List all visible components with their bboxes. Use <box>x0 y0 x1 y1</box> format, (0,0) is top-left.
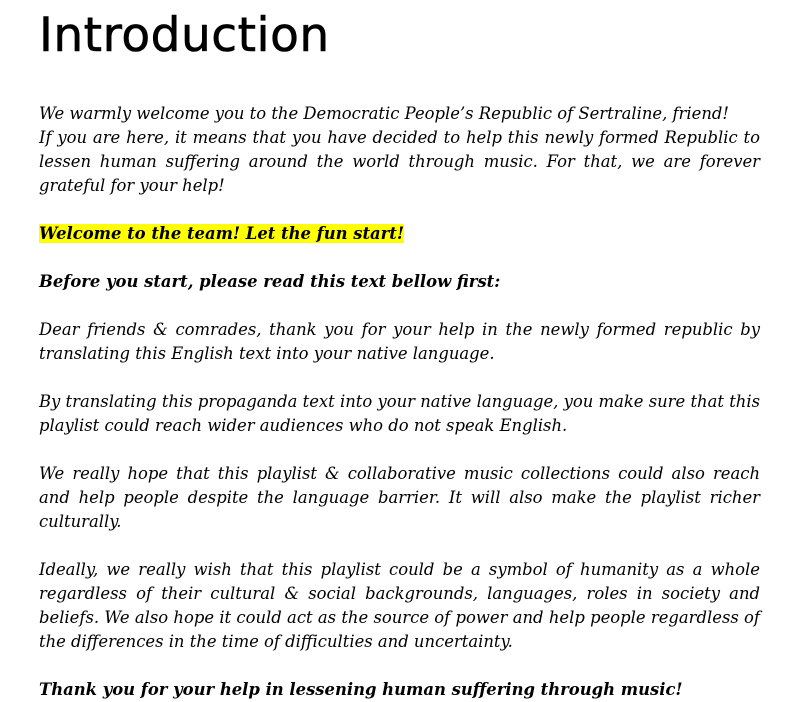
document-title: Introduction <box>39 8 330 63</box>
before-start-heading: Before you start, please read this text bellow first: <box>39 272 501 291</box>
paragraph-language-barrier: We really hope that this playlist & collaborative music collections could also reach and help people despite the language barrier. It will also make the playlist richer culturally. <box>39 464 760 531</box>
welcome-line: We warmly welcome you to the Democratic People’s Republic of Sertraline, friend! <box>39 104 729 123</box>
document-page <box>39 0 760 702</box>
paragraph-symbol-of-humanity: Ideally, we really wish that this playlist could be a symbol of humanity as a whole regardless of their cultural & social backgrounds, languages, roles in society and beliefs. We also hope it could act as the source of power and help people regardless of the differences in the time of difficulties and uncertainty. <box>39 560 760 651</box>
document-body <box>39 102 760 702</box>
highlight-paragraph <box>39 222 760 246</box>
welcome-paragraph <box>39 102 760 198</box>
closing-line: Thank you for your help in lessening human suffering through music! <box>39 680 683 699</box>
intro-text: If you are here, it means that you have decided to help this newly formed Republic to lessen human suffering around the world through music. For that, we are forever grateful for your help! <box>39 128 760 195</box>
highlighted-welcome-text: Welcome to the team! Let the fun start! <box>39 224 405 243</box>
paragraph-wider-audiences: By translating this propaganda text into your native language, you make sure that this playlist could reach wider audiences who do not speak English. <box>39 392 760 435</box>
paragraph-translation-thanks: Dear friends & comrades, thank you for your help in the newly formed republic by translating this English text into your native language. <box>39 320 760 363</box>
